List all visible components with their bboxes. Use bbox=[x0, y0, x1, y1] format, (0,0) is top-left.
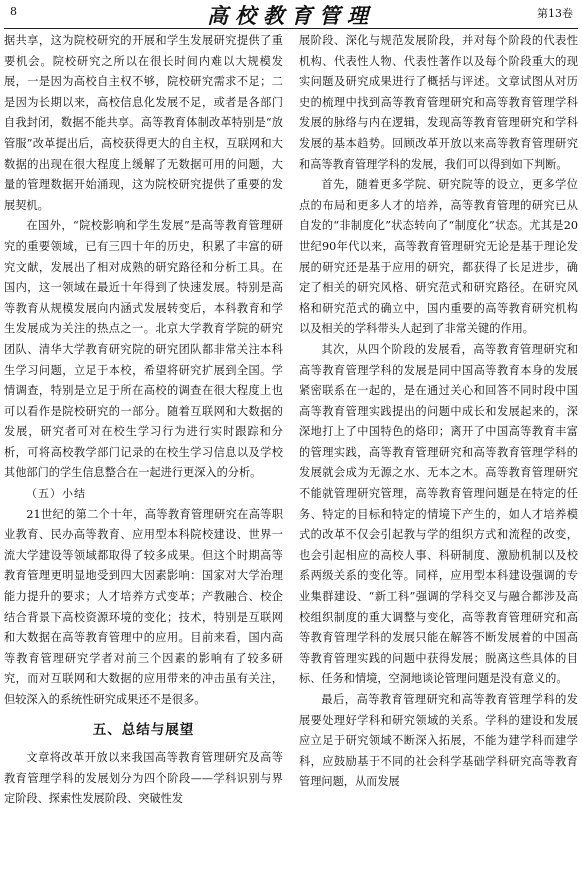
page-header bbox=[0, 0, 582, 30]
paragraph: 21世纪的第二个十年，高等教育管理研究在高等职业教育、民办高等教育、应用型本科院校建设、世界一流大学建设等领域都取得了较多成果。但这个时期高等教育管理更明显地受到四大因素影响：国家对大学治理能力提升的要求；人才培养方式变革；产教融合、校企结合背景下高校资源环境的变化；技术，特别是互联网和大数据在高等教育管理中的应用。目前来看，国内高等教育管理研究学者对前三个因素的影响有了较多研究，而对互联网和大数据的应用带来的冲击虽有关注，但较深入的系统性研究成果还不是很多。 bbox=[4, 507, 283, 706]
paragraph: 最后，高等教育管理研究和高等教育管理学科的发展要处理好学科和研究领域的关系。学科的建设和发展应立足于研究领域不断深入拓展，不能为建学科而建学科，应鼓励基于不同的社会科学基础学科研究高等教育管理问题，从而发展 bbox=[299, 693, 578, 789]
paragraph: 首先，随着更多学院、研究院等的设立，更多学位点的布局和更多人才的培养，高等教育管理的研究已从自发的“非制度化”状态转向了“制度化”状态。尤其是20世纪90年代以来，高等教育管理研究无论是基于理论发展的研究还是基于应用的研究，都获得了长足进步，确定了相关的研究风格、研究范式和研究路径。在研究风格和研究范式的确立中，国内重要的高等教育研究机构以及相关的学科带头人起到了非常关键的作用。 bbox=[299, 178, 578, 336]
paragraph: 据共享，这为院校研究的开展和学生发展研究提供了重要机会。院校研究之所以在很长时间内难以大规模发展，一是因为高校自主权不够，院校研究需求不足；二是因为长期以来，高校信息化发展不足，或者是各部门自我封闭，数据不能共享。高等教育体制改革特别是“放管服”改革提出后，高校获得更大的自主权，互联网和大数据的出现在很大程度上缓解了无数据可用的问题，大量的管理数据开始涌现，这为院校研究提供了重要的发展契机。 bbox=[4, 34, 283, 212]
left-column bbox=[4, 31, 283, 892]
section-title: 五、总结与展望 bbox=[92, 721, 195, 738]
paragraph: 在国外，“院校影响和学生发展”是高等教育管理研究的重要领域，已有三四十年的历史，积累了丰富的研究文献，发展出了相对成熟的研究路径和分析工具。在国内，这一领域在最近十年得到了快速发展。特别是高等教育从规模发展向内涵式发展转变后，本科教育和学生发展成为关注的热点之一。北京大学教育学院的研究团队、清华大学教育研究院的研究团队都非常关注本科生学习问题，立足于本校，希望将研究扩展到全国。学情调查，特别是立足于所在高校的调查在很大程度上也可以看作是院校研究的一部分。随着互联网和大数据的发展，研究者可对在校生学习行为进行实时跟踪和分析，可将高校教学部门记录的在校生学习信息以及学校其他部门的学生信息整合在一起进行更深入的分析。 bbox=[4, 219, 283, 480]
paragraph: 展阶段、深化与规范发展阶段，并对每个阶段的代表性机构、代表性人物、代表性著作以及每个阶段重大的现实问题及研究成果进行了概括与评述。文章试图从对历史的梳理中找到高等教育管理研究和高等教育管理学科发展的脉络与内在逻辑，发现高等教育管理研究和学科发展的基本趋势。回顾改革开放以来高等教育管理研究和高等教育管理学科的发展，我们可以得到如下判断。 bbox=[299, 34, 578, 171]
page-number: 8 bbox=[10, 5, 17, 18]
subsection-heading: （五）小结 bbox=[26, 487, 86, 501]
volume-label: 第13卷 bbox=[537, 7, 573, 20]
paragraph: 文章将改革开放以来我国高等教育管理研究及高等教育管理学科的发展划分为四个阶段——学科识别与界定阶段、探索性发展阶段、突破性发 bbox=[4, 751, 283, 806]
header-rule bbox=[4, 28, 578, 29]
paragraph: 其次，从四个阶段的发展看，高等教育管理研究和高等教育管理学科的发展是同中国高等教育本身的发展紧密联系在一起的，是在通过关心和回答不同时段中国高等教育管理实践提出的问题中成长和发展起来的，深深地打上了中国特色的烙印；离开了中国高等教育丰富的管理实践，高等教育管理研究和高等教育管理学科的发展就会成为无源之水、无本之木。高等教育管理研究不能就管理研究管理，高等教育管理问题是在特定的任务、特定的目标和特定的情境下产生的，如人才培养模式的改革不仅会引起教与学的组织方式和流程的改变，也会引起相应的高校人事、科研制度、激励机制以及校系两级关系的变化等。同样，应用型本科建设强调的专业集群建设、“新工科”强调的学科交叉与融合都涉及高校组织制度的重大调整与变化，高等教育管理研究和高等教育管理学科的发展只能在解答不断发展着的中国高等教育管理实践的问题中获得发展；脱离这些具体的目标、任务和情境，空洞地谈论管理问题是没有意义的。 bbox=[299, 342, 578, 686]
journal-title: 高校教育管理 bbox=[207, 3, 375, 28]
right-column bbox=[299, 31, 578, 892]
